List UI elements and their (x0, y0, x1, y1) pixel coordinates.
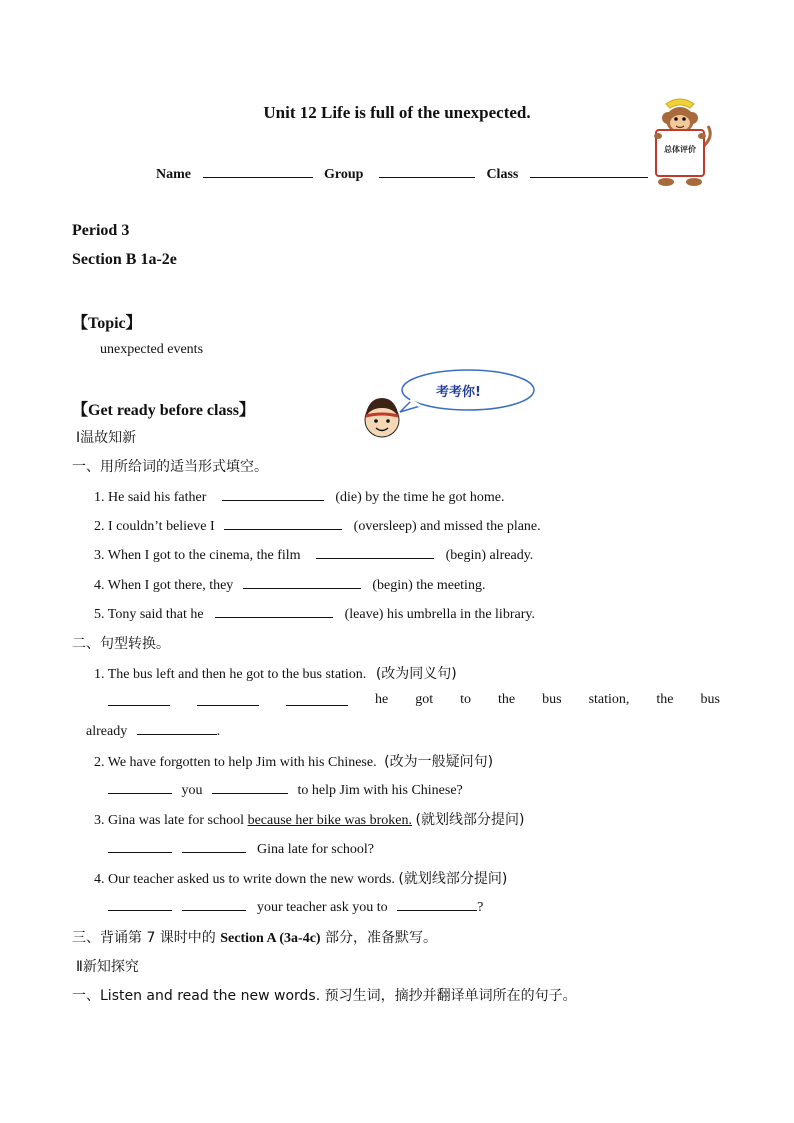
answer-blank[interactable] (215, 604, 333, 618)
part1-heading: Ⅰ温故知新 (76, 430, 137, 446)
fill-item-1: 1. He said his father (die) by the time he got home. (94, 487, 505, 506)
answer-blank[interactable] (286, 692, 348, 706)
period-label: Period 3 (72, 222, 130, 239)
part2-q1: 一、Listen and read the new words. 预习生词，摘抄并翻译单词所在的句子。 (72, 988, 577, 1004)
transform-item-3: 3. Gina was late for school because her bike was broken. (就划线部分提问) (94, 812, 525, 828)
transform-item-2-answer: you to help Jim with his Chinese? (108, 780, 463, 799)
transform-item-2: 2. We have forgotten to help Jim with his Chinese. (改为一般疑问句) (94, 754, 494, 770)
answer-blank[interactable] (197, 692, 259, 706)
answer-blank[interactable] (182, 897, 246, 911)
transform-item-1: 1. The bus left and then he got to the bus station. (改为同义句) (94, 666, 457, 682)
topic-heading: 【Topic】 (72, 315, 142, 332)
answer-blank[interactable] (108, 780, 172, 794)
get-ready-heading: 【Get ready before class】 (72, 402, 255, 419)
name-field[interactable] (203, 164, 313, 178)
answer-blank[interactable] (108, 692, 170, 706)
answer-blank[interactable] (137, 721, 217, 735)
transform-item-1-answer: he got to the bus station, the bus (108, 692, 720, 708)
q2-heading: 二、句型转换。 (72, 636, 170, 652)
answer-blank[interactable] (108, 839, 172, 853)
student-info-row (156, 164, 656, 183)
group-label: Group (324, 167, 364, 182)
speech-bubble-text: 考考你! (436, 385, 481, 400)
answer-blank[interactable] (212, 780, 288, 794)
answer-blank[interactable] (222, 487, 324, 501)
fill-item-3: 3. When I got to the cinema, the film (begin) already. (94, 545, 533, 564)
class-field[interactable] (530, 164, 648, 178)
answer-blank[interactable] (316, 545, 434, 559)
answer-blank[interactable] (243, 575, 361, 589)
answer-blank[interactable] (182, 839, 246, 853)
badge-label: 总体评价 (664, 145, 696, 154)
transform-item-4-answer: your teacher ask you to ? (108, 897, 483, 916)
page-title: Unit 12 Life is full of the unexpected. (263, 103, 531, 122)
answer-blank[interactable] (224, 516, 342, 530)
fill-item-2: 2. I couldn’t believe I (oversleep) and missed the plane. (94, 516, 541, 535)
cartoon-speech-illustration (360, 368, 538, 440)
monkey-badge-illustration (646, 96, 714, 188)
answer-blank[interactable] (108, 897, 172, 911)
transform-item-4: 4. Our teacher asked us to write down the new words. (就划线部分提问) (94, 871, 508, 887)
group-field[interactable] (379, 164, 475, 178)
section-label: Section B 1a-2e (72, 251, 177, 268)
name-label: Name (156, 167, 191, 182)
class-label: Class (486, 167, 519, 182)
transform-item-3-answer: Gina late for school? (108, 839, 374, 858)
topic-text: unexpected events (100, 342, 204, 357)
q3-instruction: 三、背诵第 7 课时中的 Section A (3a-4c) 部分，准备默写。 (72, 930, 438, 946)
transform-item-1-tail: already . (86, 721, 220, 740)
answer-blank[interactable] (397, 897, 477, 911)
part2-heading: Ⅱ新知探究 (76, 959, 139, 975)
q1-heading: 一、用所给词的适当形式填空。 (72, 459, 268, 475)
fill-item-5: 5. Tony said that he (leave) his umbrella in the library. (94, 604, 535, 623)
fill-item-4: 4. When I got there, they (begin) the meeting. (94, 575, 485, 594)
